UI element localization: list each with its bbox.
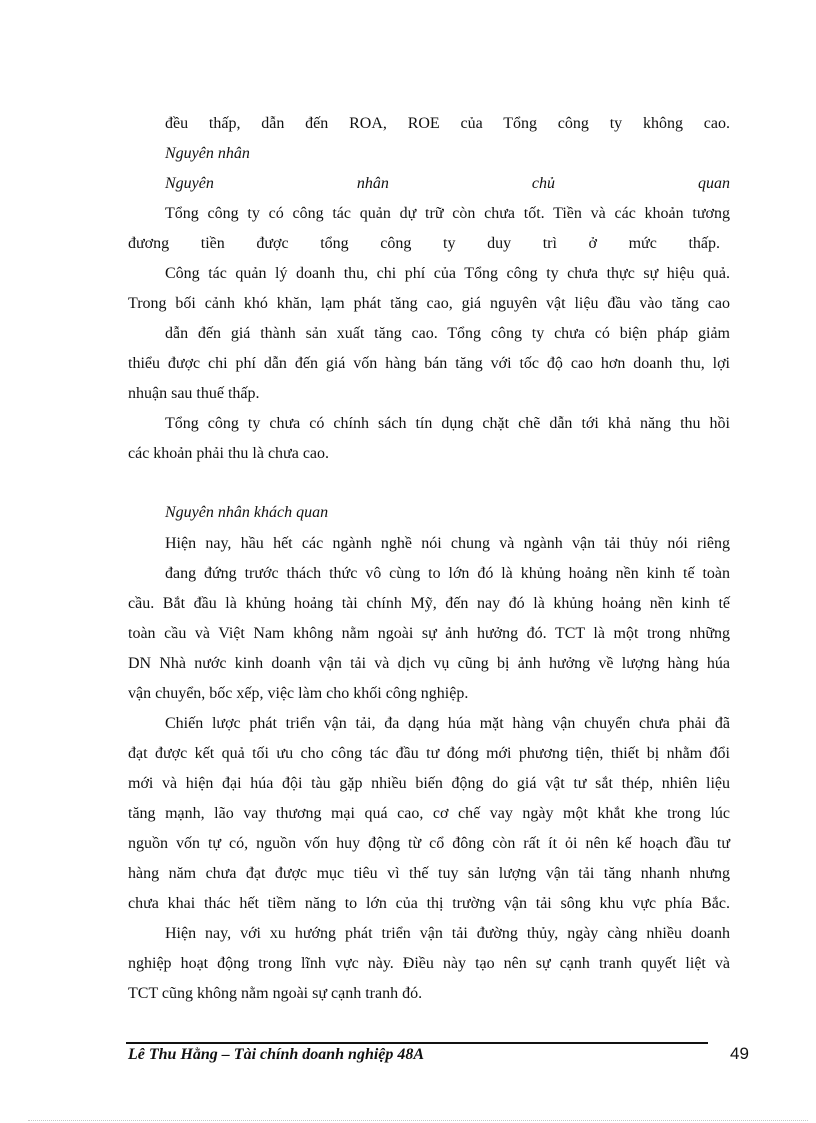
heading-objective-causes: Nguyên nhân khách quan	[165, 504, 329, 521]
body-line: Công tác quản lý doanh thu, chi phí của Tổng công ty chưa thực sự hiệu quả.	[165, 265, 730, 282]
body-line: TCT cũng không nằm ngoài sự cạnh tranh đó.	[128, 985, 423, 1002]
body-line: đang đứng trước thách thức vô cùng to lớn đó là khủng hoảng nền kinh tế toàn	[165, 565, 730, 582]
body-line: mới và hiện đại húa đội tàu gặp nhiều biến động do giá vật tư sắt thép, nhiên liệu	[128, 775, 730, 792]
body-line: DN Nhà nước kinh doanh vận tải và dịch vụ cũng bị ảnh hưởng về lượng hàng húa	[128, 655, 730, 672]
body-line: các khoản phải thu là chưa cao.	[128, 445, 330, 462]
body-line: vận chuyển, bốc xếp, việc làm cho khối công nghiệp.	[128, 685, 469, 702]
body-line: đương tiền được tổng công ty duy trì ở mức thấp.	[128, 235, 720, 252]
heading-causes: Nguyên nhân	[165, 145, 250, 162]
body-line: nghiệp hoạt động trong lĩnh vực này. Điều này tạo nên sự cạnh tranh quyết liệt và	[128, 955, 730, 972]
body-line: hàng năm chưa đạt được mục tiêu vì thế tuy sản lượng vận tải tăng nhanh nhưng	[128, 865, 730, 882]
heading-subjective-causes: Nguyên nhân chủ quan	[165, 175, 730, 192]
body-line: toàn cầu và Việt Nam không nằm ngoài sự ảnh hưởng đó. TCT là một trong những	[128, 625, 730, 642]
body-line: Chiến lược phát triển vận tải, đa dạng húa mặt hàng vận chuyển chưa phải đã	[165, 715, 730, 732]
body-line: nhuận sau thuế thấp.	[128, 385, 260, 402]
body-line: tăng mạnh, lão vay thương mại quá cao, cơ chế vay ngày một khắt khe trong lúc	[128, 805, 730, 822]
body-line: Hiện nay, với xu hướng phát triển vận tải đường thủy, ngày càng nhiều doanh	[165, 925, 730, 942]
footer-author: Lê Thu Hằng – Tài chính doanh nghiệp 48A	[128, 1046, 425, 1063]
body-line: Tổng công ty chưa có chính sách tín dụng chặt chẽ dẫn tới khả năng thu hồi	[165, 415, 730, 432]
body-line: Hiện nay, hầu hết các ngành nghề nói chung và ngành vận tải thủy nói riêng	[165, 535, 730, 552]
footer-rule	[126, 1042, 708, 1044]
body-line: đều thấp, dẫn đến ROA, ROE của Tổng công ty không cao.	[165, 115, 730, 132]
page-number: 49	[730, 1044, 749, 1063]
body-line: đạt được kết quả tối ưu cho công tác đầu tư đóng mới phương tiện, thiết bị nhằm đổi	[128, 745, 730, 762]
body-line: dẫn đến giá thành sản xuất tăng cao. Tổng công ty chưa có biện pháp giảm	[165, 325, 730, 342]
body-line: Tổng công ty có công tác quản dự trữ còn chưa tốt. Tiền và các khoản tương	[165, 205, 730, 222]
body-line: thiểu được chi phí dẫn đến giá vốn hàng bán tăng với tốc độ cao hơn doanh thu, lợi	[128, 355, 730, 372]
body-line: Trong bối cảnh khó khăn, lạm phát tăng cao, giá nguyên vật liệu đầu vào tăng cao	[128, 295, 730, 312]
body-line: chưa khai thác hết tiềm năng to lớn của thị trường vận tải sông khu vực phía Bắc.	[128, 895, 730, 912]
body-line: nguồn vốn tự có, nguồn vốn huy động từ cổ đông còn rất ít ỏi nên kế hoạch đầu tư	[128, 835, 730, 852]
body-line: cầu. Bắt đầu là khủng hoảng tài chính Mỹ, đến nay đó là khủng hoảng nền kinh tế	[128, 595, 730, 612]
page-edge-divider	[28, 1120, 808, 1121]
